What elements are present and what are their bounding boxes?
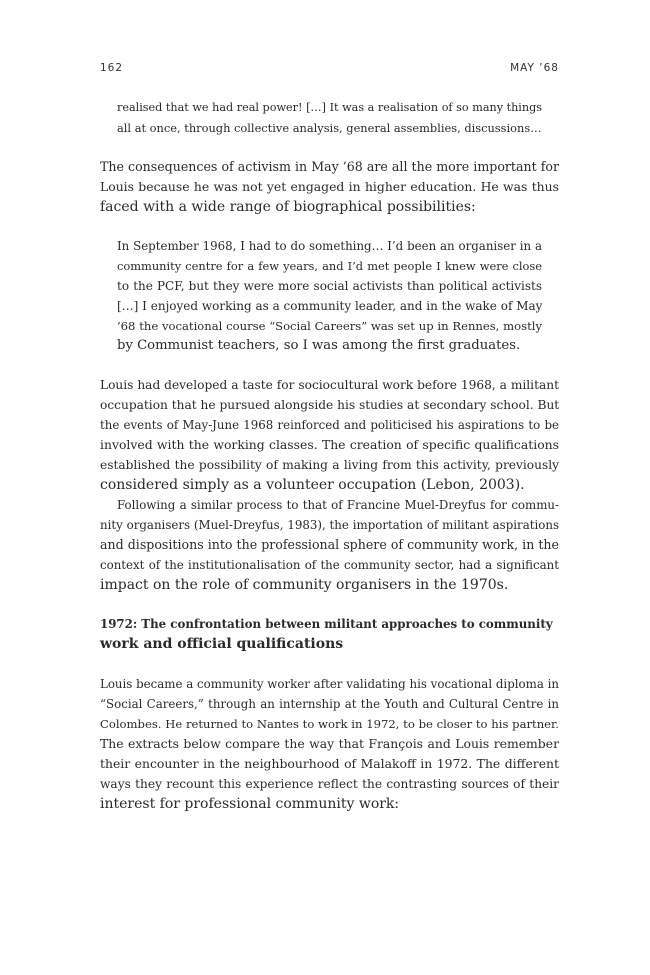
paragraph-1 xyxy=(100,157,559,217)
page-number: 162 xyxy=(100,62,124,74)
text-line: Louis became a community worker after validating his vocational diploma in xyxy=(100,677,559,691)
text-line: interest for professional community work: xyxy=(100,796,400,812)
paragraph-4 xyxy=(100,674,559,814)
text-line: Colombes. He returned to Nantes to work in 1972, to be closer to his partner. xyxy=(100,717,559,731)
text-line: faced with a wide range of biographical possibilities: xyxy=(100,199,476,215)
text-line: impact on the role of community organisers in the 1970s. xyxy=(100,577,509,593)
text-line: the events of May-June 1968 reinforced and politicised his aspirations to be xyxy=(100,418,559,432)
text-line: and dispositions into the professional sphere of community work, in the xyxy=(100,537,559,552)
text-line: Louis because he was not yet engaged in higher education. He was thus xyxy=(100,179,559,194)
text-line: ’68 the vocational course “Social Careers” was set up in Rennes, mostly xyxy=(117,319,542,333)
text-line: considered simply as a volunteer occupation (Lebon, 2003). xyxy=(100,477,525,493)
running-title: MAY ’68 xyxy=(510,62,559,74)
text-line: by Communist teachers, so I was among the first graduates. xyxy=(117,338,521,353)
heading-line: work and official qualifications xyxy=(100,636,344,652)
text-line: […] I enjoyed working as a community leader, and in the wake of May xyxy=(117,299,543,313)
running-header xyxy=(100,62,559,76)
text-line: all at once, through collective analysis, general assemblies, discussions… xyxy=(117,121,542,135)
text-line: Following a similar process to that of Francine Muel-Dreyfus for commu- xyxy=(117,498,559,512)
text-line: Louis had developed a taste for sociocultural work before 1968, a militant xyxy=(100,378,559,392)
block-quote-2 xyxy=(117,236,542,356)
text-line: In September 1968, I had to do something… I’d been an organiser in a xyxy=(117,239,542,253)
paragraph-2 xyxy=(100,375,559,495)
text-line: nity organisers (Muel-Dreyfus, 1983), the importation of militant aspirations xyxy=(100,518,559,532)
paragraph-3 xyxy=(100,495,559,595)
text-line: The extracts below compare the way that François and Louis remember xyxy=(100,736,559,751)
text-line: realised that we had real power! […] It was a realisation of so many things xyxy=(117,101,542,114)
text-line: context of the institutionalisation of the community sector, had a significant xyxy=(100,558,559,572)
text-line: involved with the working classes. The creation of specific qualifications xyxy=(100,437,559,452)
text-line: established the possibility of making a living from this activity, previously xyxy=(100,458,559,472)
text-line: The consequences of activism in May ’68 are all the more important for xyxy=(100,159,559,174)
text-line: community centre for a few years, and I’d met people I knew were close xyxy=(117,259,542,273)
block-quote-1 xyxy=(117,98,542,138)
text-line: occupation that he pursued alongside his studies at secondary school. But xyxy=(100,398,560,412)
text-line: ways they recount this experience reflect the contrasting sources of their xyxy=(100,777,559,791)
section-heading xyxy=(100,614,559,654)
text-line: their encounter in the neighbourhood of Malakoff in 1972. The different xyxy=(100,756,559,771)
heading-line: 1972: The confrontation between militant approaches to community xyxy=(100,617,553,631)
text-line: to the PCF, but they were more social activists than political activists xyxy=(117,279,542,293)
text-line: “Social Careers,” through an internship at the Youth and Cultural Centre in xyxy=(100,697,559,711)
